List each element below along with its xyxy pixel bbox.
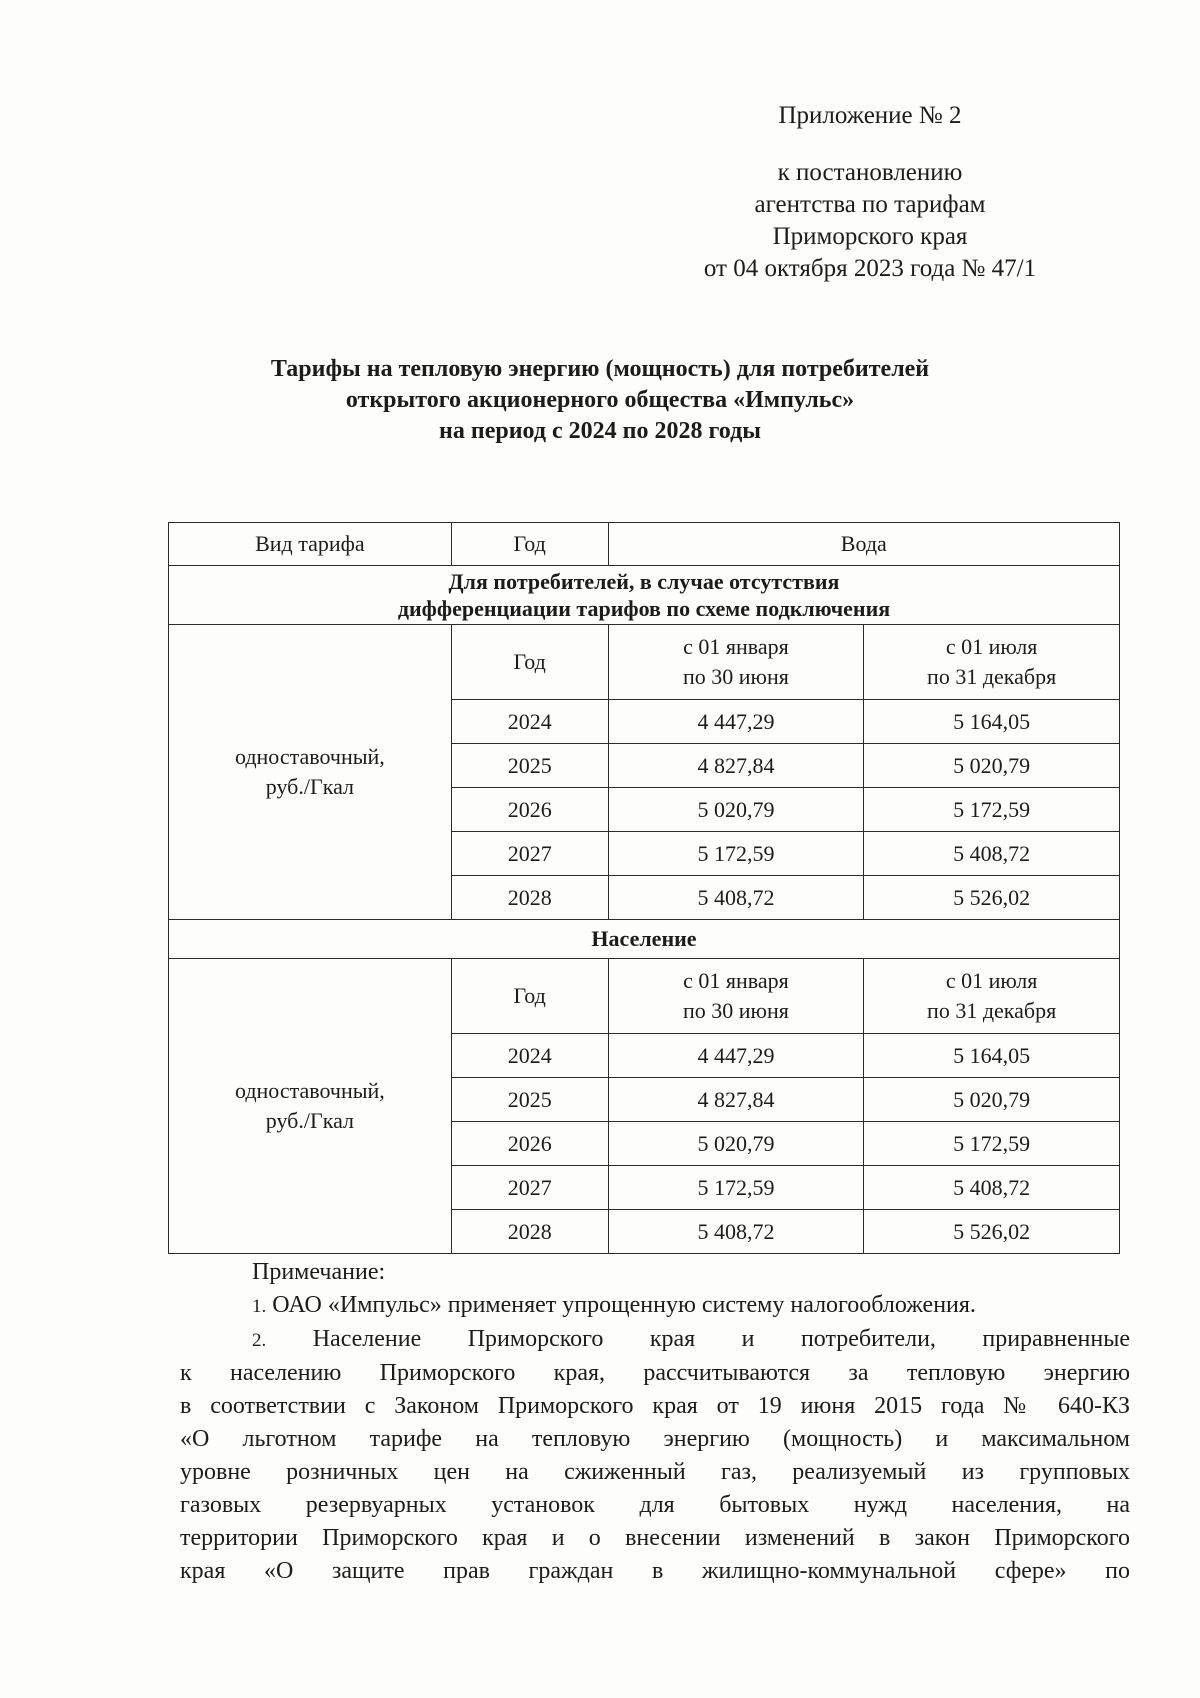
header-kind: Вид тарифа	[169, 523, 452, 566]
cell-half1: 4 827,84	[608, 744, 864, 788]
cell-half2: 5 172,59	[864, 1122, 1120, 1166]
cell-half2: 5 164,05	[864, 700, 1120, 744]
note-item-2-line-1	[180, 1323, 1130, 1357]
note-item-2-line-6: газовых резервуарных установок для бытовых нужд населения, на	[180, 1492, 1130, 1518]
note-item-1-number: 1.	[252, 1296, 267, 1317]
cell-half1: 5 020,79	[608, 788, 864, 832]
section-title	[169, 566, 1120, 625]
tariff-kind-line-2: руб./Гкал	[265, 1108, 355, 1133]
col-year: Год	[451, 625, 608, 700]
cell-half1: 5 408,72	[608, 876, 864, 920]
cell-half2: 5 408,72	[864, 832, 1120, 876]
column-header-row	[169, 959, 1120, 1034]
header-water: Вода	[608, 523, 1119, 566]
header-year: Год	[451, 523, 608, 566]
cell-half1: 4 447,29	[608, 1034, 864, 1078]
cell-year: 2024	[451, 1034, 608, 1078]
cell-half1: 4 447,29	[608, 700, 864, 744]
note-item-2-line-4: «О льготном тарифе на тепловую энергию (мощность) и максимальном	[180, 1426, 1130, 1452]
cell-half2: 5 526,02	[864, 1210, 1120, 1254]
tariff-kind-cell	[169, 959, 452, 1254]
note-item-2-line-8: края «О защите прав граждан в жилищно-коммунальной сфере» по	[180, 1558, 1130, 1584]
note-item-2-line-7: территории Приморского края и о внесении изменений в закон Приморского	[180, 1525, 1130, 1551]
tariff-table	[168, 522, 1120, 1254]
cell-half1: 5 408,72	[608, 1210, 864, 1254]
note-item-2-line-2: к населению Приморского края, рассчитываются за тепловую энергию	[180, 1360, 1130, 1386]
cell-year: 2026	[451, 1122, 608, 1166]
note-item-2-line-5: уровне розничных цен на сжиженный газ, реализуемый из групповых	[180, 1459, 1130, 1485]
attachment-line-1: к постановлению	[777, 159, 963, 186]
cell-half2: 5 526,02	[864, 876, 1120, 920]
cell-half1: 5 172,59	[608, 1166, 864, 1210]
title-line-3: на период с 2024 по 2028 годы	[439, 418, 761, 444]
attachment-line-2: агентства по тарифам	[754, 191, 986, 218]
document-title	[150, 354, 1050, 447]
note-item-2-text: Население Приморского края и потребители, приравненные	[312, 1326, 1131, 1352]
title-line-1: Тарифы на тепловую энергию (мощность) для потребителей	[270, 356, 930, 382]
section-title-line-2: дифференциации тарифов по схеме подключения	[397, 596, 891, 621]
col-half1-line-2: по 30 июня	[683, 998, 789, 1023]
tariff-kind-line-1: одноставочный,	[234, 1078, 385, 1103]
cell-half2: 5 408,72	[864, 1166, 1120, 1210]
tariff-kind-line-2: руб./Гкал	[265, 774, 355, 799]
note-item-2-number: 2.	[252, 1330, 267, 1351]
note-block	[180, 1256, 1130, 1588]
col-half2-line-2: по 31 декабря	[927, 998, 1057, 1023]
tariff-kind-line-1: одноставочный,	[234, 744, 385, 769]
note-label: Примечание:	[252, 1259, 386, 1285]
section-title-row	[169, 920, 1120, 959]
cell-year: 2025	[451, 1078, 608, 1122]
note-item-1-text: ОАО «Импульс» применяет упрощенную систему налогообложения.	[272, 1292, 976, 1318]
cell-year: 2027	[451, 1166, 608, 1210]
section-title: Население	[169, 920, 1120, 959]
attachment-line-3: Приморского края	[772, 223, 968, 250]
cell-half1: 5 172,59	[608, 832, 864, 876]
col-half1-line-1: с 01 января	[683, 968, 789, 993]
cell-year: 2024	[451, 700, 608, 744]
cell-half2: 5 164,05	[864, 1034, 1120, 1078]
section-title-line-1: Для потребителей, в случае отсутствия	[448, 569, 840, 594]
cell-half1: 4 827,84	[608, 1078, 864, 1122]
section-title-row	[169, 566, 1120, 625]
tariff-kind-cell	[169, 625, 452, 920]
col-half2	[864, 959, 1120, 1034]
cell-year: 2027	[451, 832, 608, 876]
note-item-1	[180, 1289, 1130, 1323]
cell-year: 2028	[451, 1210, 608, 1254]
note-item-2-line-3: в соответствии с Законом Приморского края от 19 июня 2015 года № 640-КЗ	[180, 1393, 1130, 1419]
col-half2	[864, 625, 1120, 700]
col-half1-line-2: по 30 июня	[683, 664, 789, 689]
col-half1-line-1: с 01 января	[683, 634, 789, 659]
table-header-row	[169, 523, 1120, 566]
col-half1	[608, 959, 864, 1034]
cell-half1: 5 020,79	[608, 1122, 864, 1166]
col-half2-line-1: с 01 июля	[945, 968, 1038, 993]
cell-year: 2025	[451, 744, 608, 788]
col-year: Год	[451, 959, 608, 1034]
cell-year: 2028	[451, 876, 608, 920]
title-line-2: открытого акционерного общества «Импульс»	[345, 387, 855, 413]
col-half2-line-1: с 01 июля	[945, 634, 1038, 659]
cell-year: 2026	[451, 788, 608, 832]
attachment-number: Приложение № 2	[778, 102, 962, 129]
cell-half2: 5 020,79	[864, 1078, 1120, 1122]
cell-half2: 5 020,79	[864, 744, 1120, 788]
col-half2-line-2: по 31 декабря	[927, 664, 1057, 689]
col-half1	[608, 625, 864, 700]
attachment-line-4: от 04 октября 2023 года № 47/1	[703, 255, 1037, 282]
cell-half2: 5 172,59	[864, 788, 1120, 832]
column-header-row	[169, 625, 1120, 700]
